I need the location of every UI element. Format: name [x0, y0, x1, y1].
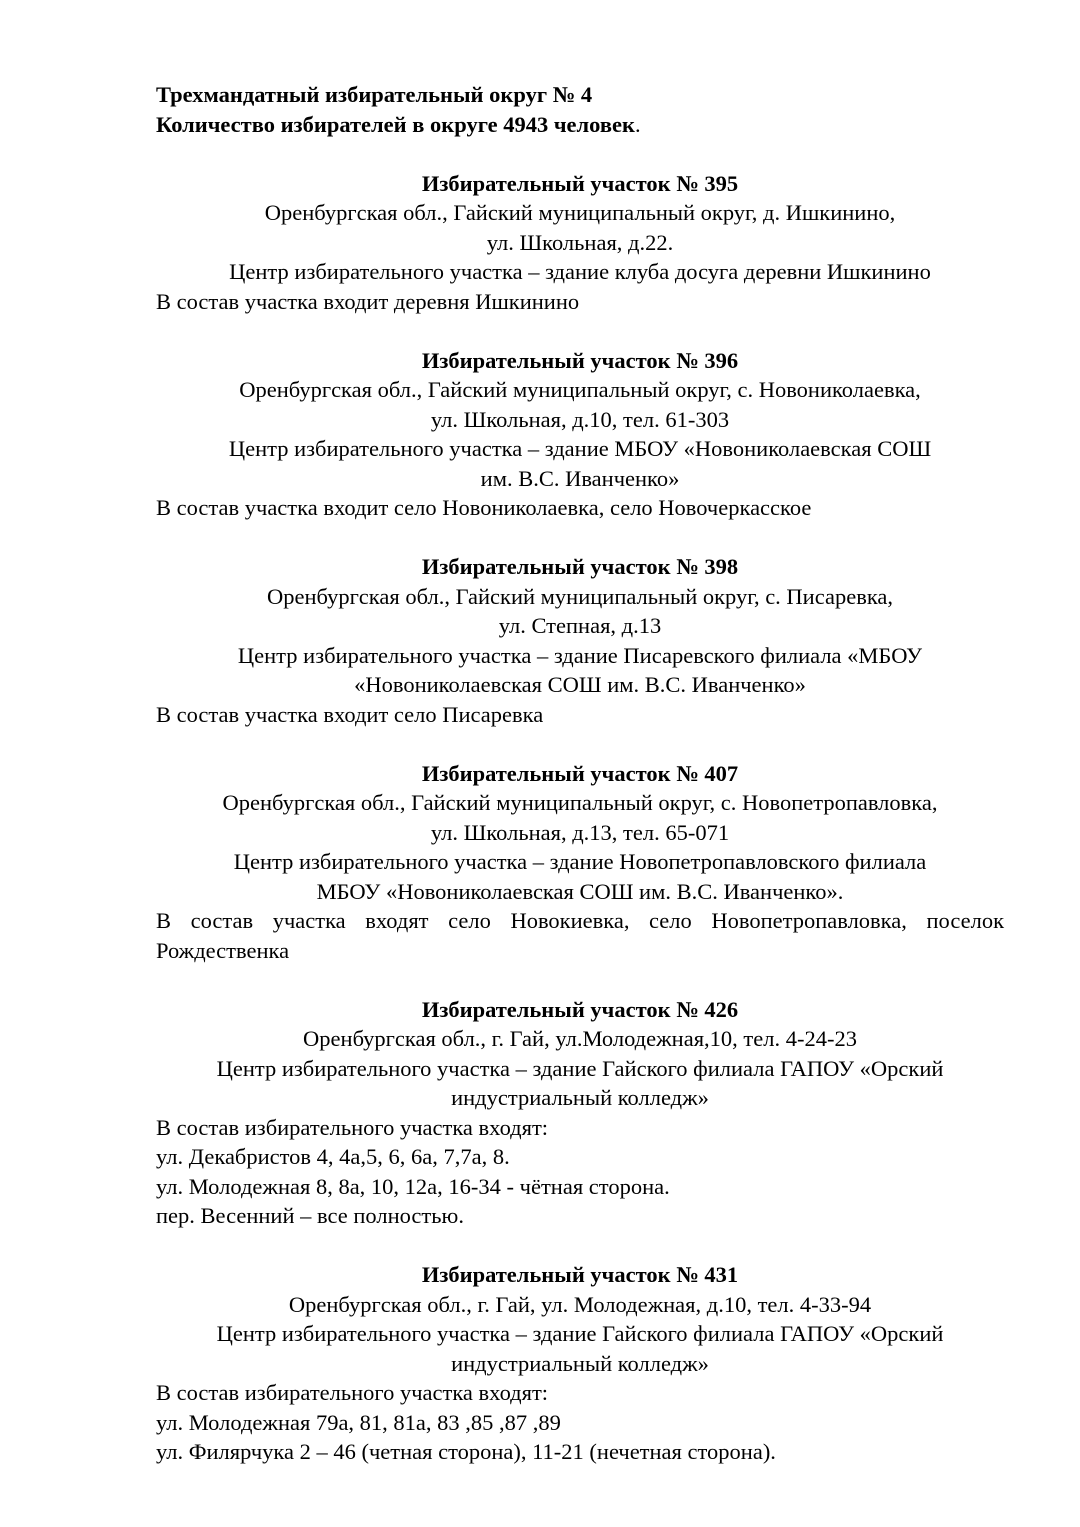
- voter-count-line: [156, 110, 1004, 140]
- station-address-line: ул. Школьная, д.22.: [486, 229, 674, 255]
- station-address-line: Оренбургская обл., Гайский муниципальный округ, с. Новониколаевка,: [239, 377, 921, 402]
- station-composition-text: В состав участка входят село Новокиевка, село Новопетропавловка, поселок Рождественка: [156, 908, 1004, 963]
- polling-station-395: [156, 169, 1004, 317]
- station-composition-line: В состав участка входит село Писаревка: [156, 701, 544, 727]
- station-center-line: Центр избирательного участка – здание Писаревского филиала «МБОУ: [237, 642, 923, 668]
- station-composition-line: ул. Филярчука 2 – 46 (четная сторона), 11-21 (нечетная сторона).: [156, 1439, 776, 1464]
- station-address-line: ул. Степная, д.13: [498, 613, 662, 638]
- station-composition-line: В состав участка входит село Новониколаевка, село Новочеркасское: [156, 495, 812, 520]
- station-center-line: им. В.С. Иванченко»: [480, 465, 680, 491]
- station-address-line: Оренбургская обл., г. Гай, ул. Молодежная, д.10, тел. 4-33-94: [288, 1291, 872, 1317]
- station-composition-line: В состав участка входит деревня Ишкинино: [156, 288, 580, 314]
- station-center-line: Центр избирательного участка – здание Гайского филиала ГАПОУ «Орский: [216, 1321, 944, 1346]
- station-center-line: «Новониколаевская СОШ им. В.С. Иванченко»: [354, 672, 806, 697]
- station-center-line: индустриальный колледж»: [451, 1085, 709, 1110]
- district-title: Трехмандатный избирательный округ № 4: [156, 82, 593, 107]
- station-center-line: индустриальный колледж»: [451, 1350, 709, 1376]
- polling-station-398: [156, 552, 1004, 729]
- station-address-line: ул. Школьная, д.13, тел. 65-071: [430, 819, 730, 845]
- station-center-line: МБОУ «Новониколаевская СОШ им. В.С. Иванченко».: [316, 878, 844, 904]
- station-title: Избирательный участок № 431: [421, 1262, 739, 1287]
- station-title: Избирательный участок № 426: [421, 996, 739, 1022]
- polling-station-396: [156, 346, 1004, 523]
- station-composition-line: ул. Декабристов 4, 4а,5, 6, 6а, 7,7а, 8.: [156, 1144, 510, 1169]
- document-content: [156, 80, 1004, 1467]
- station-address-line: Оренбургская обл., Гайский муниципальный округ, с. Новопетропавловка,: [222, 790, 938, 815]
- station-center-line: Центр избирательного участка – здание Гайского филиала ГАПОУ «Орский: [216, 1055, 944, 1081]
- polling-station-431: [156, 1260, 1004, 1467]
- station-center-line: Центр избирательного участка – здание Новопетропавловского филиала: [233, 849, 927, 874]
- station-composition-line: ул. Молодежная 79а, 81, 81а, 83 ,85 ,87 ,89: [156, 1409, 561, 1435]
- station-title: Избирательный участок № 395: [421, 170, 739, 196]
- station-center-line: Центр избирательного участка – здание клуба досуга деревни Ишкинино: [229, 259, 931, 284]
- station-composition-line: В состав избирательного участка входят:: [156, 1380, 549, 1405]
- voter-count-text: Количество избирателей в округе 4943 человек: [156, 111, 635, 137]
- station-composition-line: В состав избирательного участка входят:: [156, 1114, 549, 1140]
- polling-station-407: [156, 759, 1004, 966]
- station-title: Избирательный участок № 398: [421, 554, 739, 579]
- station-composition-line: ул. Молодежная 8, 8а, 10, 12а, 16-34 - чётная сторона.: [156, 1173, 670, 1199]
- station-composition-line: пер. Весенний – все полностью.: [156, 1203, 464, 1228]
- station-address-line: Оренбургская обл., г. Гай, ул.Молодежная,10, тел. 4-24-23: [303, 1026, 857, 1051]
- station-center-line: Центр избирательного участка – здание МБОУ «Новониколаевская СОШ: [228, 436, 932, 461]
- station-title: Избирательный участок № 396: [421, 347, 739, 373]
- station-title: Избирательный участок № 407: [421, 760, 739, 786]
- voter-count-period: .: [634, 111, 641, 137]
- station-address-line: Оренбургская обл., Гайский муниципальный округ, д. Ишкинино,: [264, 200, 896, 225]
- document-header: [156, 80, 1004, 139]
- polling-station-426: [156, 995, 1004, 1231]
- station-address-line: Оренбургская обл., Гайский муниципальный округ, с. Писаревка,: [266, 583, 894, 609]
- station-address-line: ул. Школьная, д.10, тел. 61-303: [430, 406, 730, 432]
